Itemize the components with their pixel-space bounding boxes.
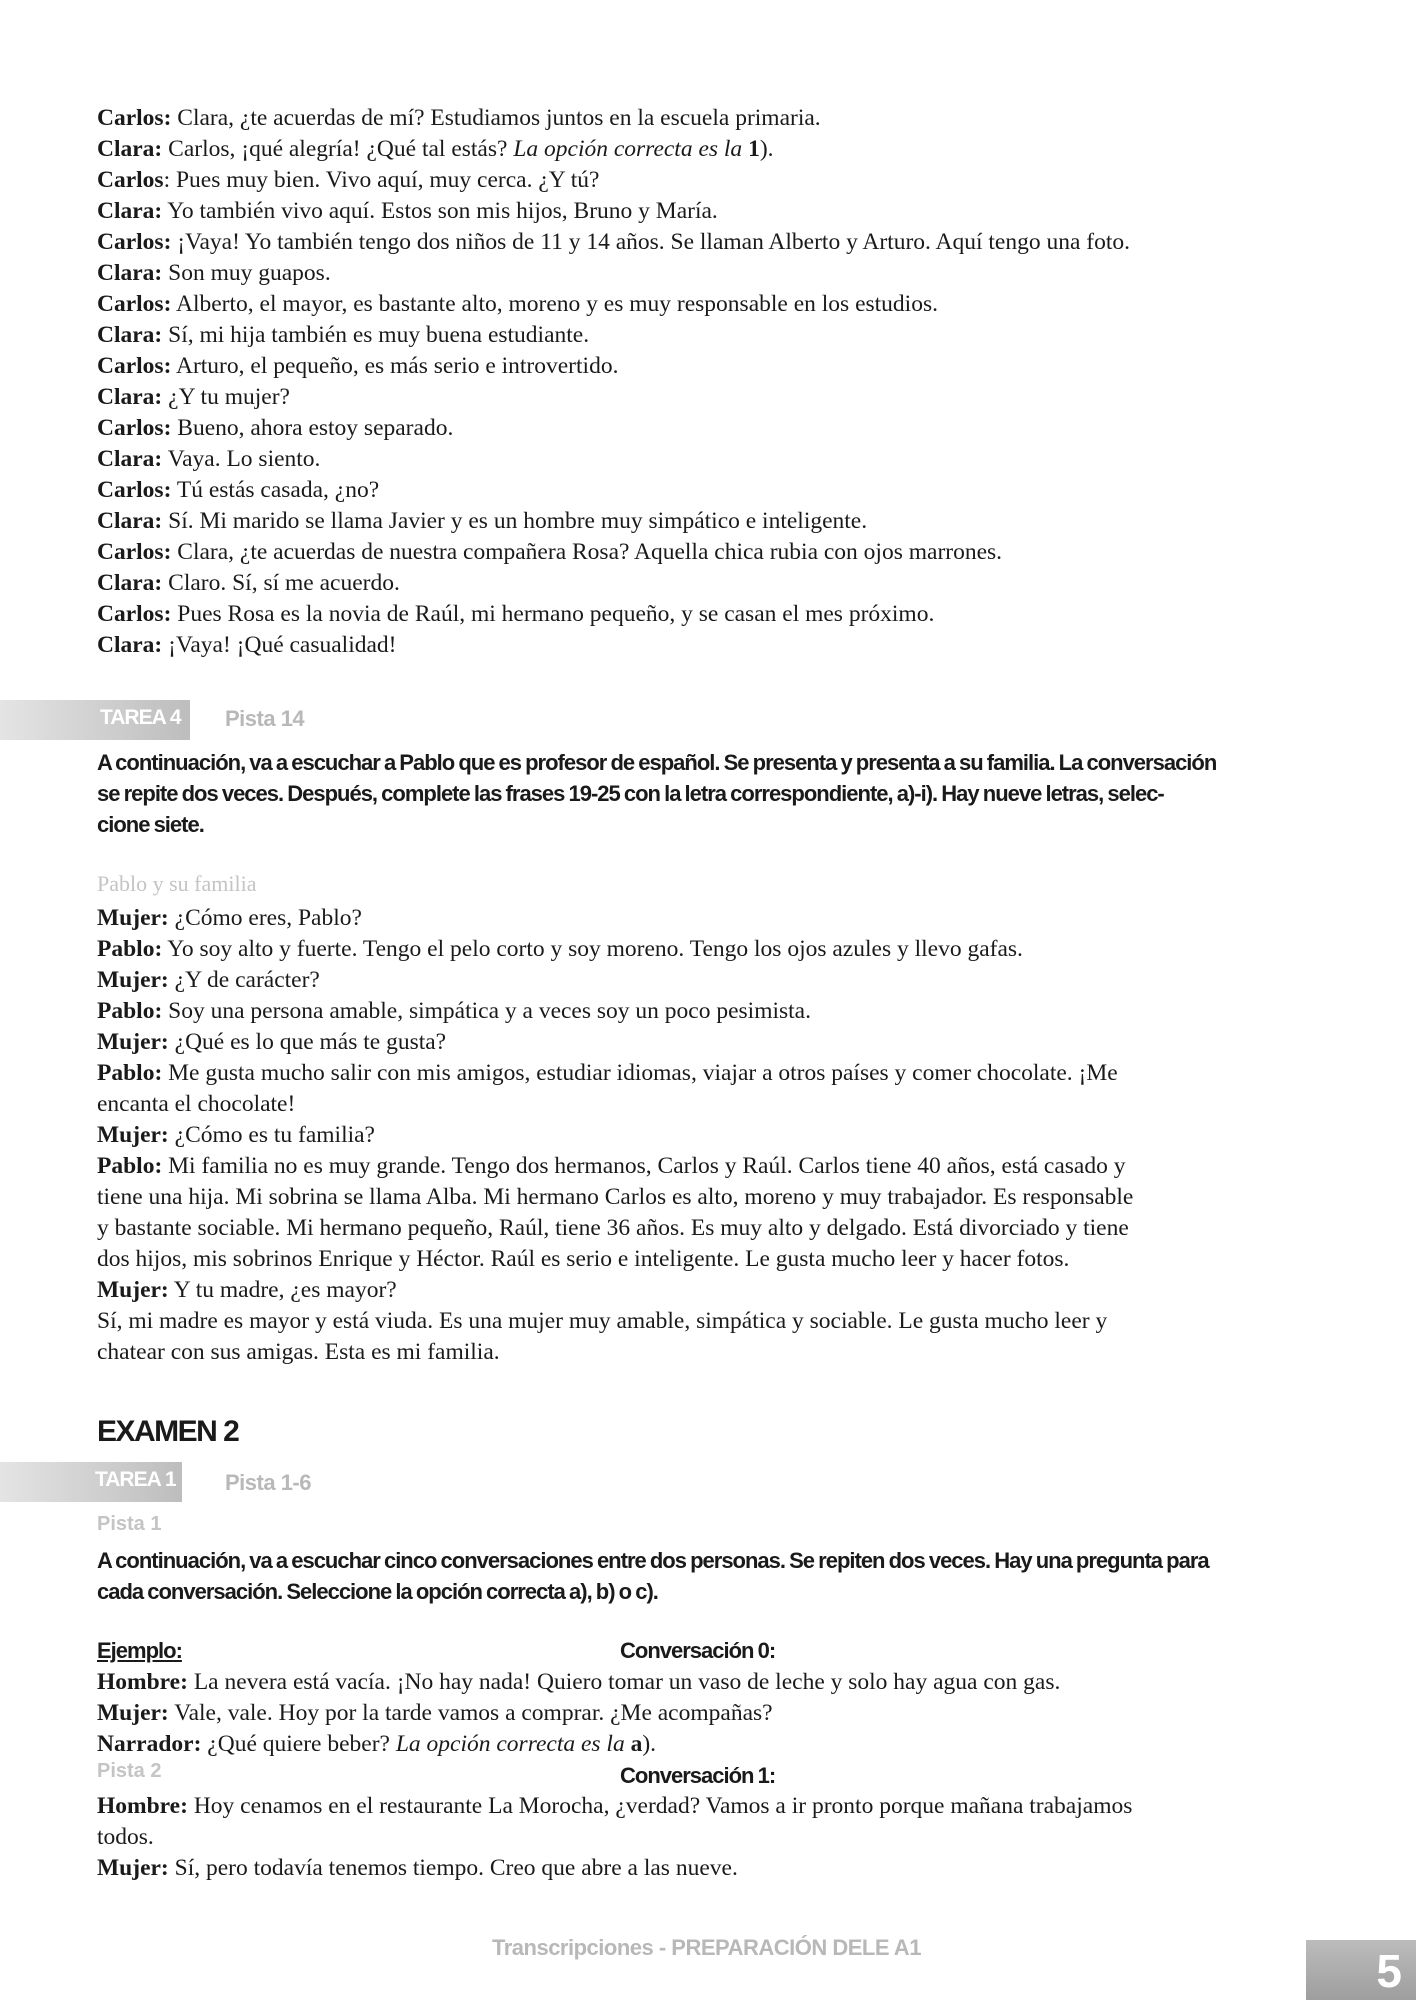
speaker-name: Pablo:	[97, 1060, 163, 1086]
line-text: Claro. Sí, sí me acuerdo.	[162, 570, 400, 596]
instruction-line: A continuación, va a escuchar a Pablo que es profesor de español. Se presenta y presenta a su familia. La conversación	[97, 750, 1217, 775]
speaker-name: Clara:	[97, 136, 163, 162]
line-text: Me gusta mucho salir con mis amigos, estudiar idiomas, viajar a otros países y comer chocolate. ¡Me	[162, 1060, 1118, 1086]
dialogue-line	[97, 599, 1315, 630]
speaker-name: Narrador:	[97, 1731, 202, 1757]
dialogue-line	[97, 965, 1315, 996]
dialogue-line	[97, 1853, 1315, 1884]
tarea4-subtitle	[97, 871, 1315, 897]
speaker-name: Hombre:	[97, 1793, 188, 1819]
pista1-label: Pista 1	[97, 1513, 162, 1535]
line-text: ¿Y tu mujer?	[162, 384, 290, 410]
line-text: Son muy guapos.	[162, 260, 331, 286]
dialogue-line	[97, 537, 1315, 568]
line-text: ¿Y de carácter?	[168, 967, 320, 993]
speaker-name: Mujer:	[97, 1700, 169, 1726]
line-text: todos.	[97, 1824, 154, 1850]
line-text: Clara, ¿te acuerdas de mí? Estudiamos juntos en la escuela primaria.	[171, 105, 821, 131]
speaker-name: Carlos:	[97, 539, 172, 565]
examen2-heading: EXAMEN 2	[97, 1415, 239, 1448]
dialogue-line	[97, 413, 1315, 444]
speaker-name: Mujer:	[97, 1277, 169, 1303]
examen2-tarea-label: TAREA 1	[95, 1468, 176, 1491]
line-text: La nevera está vacía. ¡No hay nada! Quiero tomar un vaso de leche y solo hay agua con gas.	[187, 1669, 1061, 1695]
pista2-header	[97, 1760, 1315, 1791]
dialogue-line	[97, 320, 1315, 351]
line-text: Sí, mi madre es mayor y está viuda. Es una mujer muy amable, simpática y sociable. Le gusta mucho leer y	[97, 1308, 1108, 1334]
line-tail: ).	[759, 136, 774, 162]
dialogue-line	[97, 1337, 1315, 1368]
dialogue-line	[97, 475, 1315, 506]
dialogue-line	[97, 1182, 1315, 1213]
tarea4-pista: Pista 14	[225, 706, 305, 731]
line-text: y bastante sociable. Mi hermano pequeño, Raúl, tiene 36 años. Es muy alto y delgado. Está divorciado y tiene	[97, 1215, 1129, 1241]
instruction-line: cione siete.	[97, 812, 204, 837]
line-text: Mi familia no es muy grande. Tengo dos hermanos, Carlos y Raúl. Carlos tiene 40 años, está casado y	[162, 1153, 1126, 1179]
line-text: ¿Cómo eres, Pablo?	[168, 905, 362, 931]
page-number: 5	[1376, 1945, 1402, 1997]
speaker-name: Clara:	[97, 384, 163, 410]
line-text: ¡Vaya! ¡Qué casualidad!	[162, 632, 397, 658]
dialogue-line	[97, 103, 1315, 134]
line-text: ¿Qué quiere beber?	[201, 1731, 396, 1757]
speaker-name: Mujer:	[97, 905, 169, 931]
speaker-name: Carlos	[97, 167, 164, 193]
dialogue-line	[97, 289, 1315, 320]
examen2-pista-range: Pista 1-6	[225, 1470, 311, 1495]
line-text: Clara, ¿te acuerdas de nuestra compañera Rosa? Aquella chica rubia con ojos marrones.	[171, 539, 1003, 565]
line-text: Yo también vivo aquí. Estos son mis hijos, Bruno y María.	[162, 198, 718, 224]
speaker-name: Clara:	[97, 446, 163, 472]
line-text: dos hijos, mis sobrinos Enrique y Héctor. Raúl es serio e inteligente. Le gusta mucho leer y hacer fotos.	[97, 1246, 1070, 1272]
dialogue-line	[97, 568, 1315, 599]
speaker-name: Carlos:	[97, 229, 172, 255]
dialogue-line	[97, 196, 1315, 227]
line-text: Hoy cenamos en el restaurante La Morocha, ¿verdad? Vamos a ir pronto porque mañana trabajamos	[187, 1793, 1133, 1819]
line-tail: ).	[642, 1731, 657, 1757]
line-text: encanta el chocolate!	[97, 1091, 296, 1117]
answer-letter: a	[624, 1731, 643, 1757]
speaker-name: Mujer:	[97, 1122, 169, 1148]
dialogue-line	[97, 903, 1315, 934]
line-text: Sí. Mi marido se llama Javier y es un hombre muy simpático e inteligente.	[162, 508, 868, 534]
dialogue-line	[97, 630, 1315, 661]
dialogue-line	[97, 1822, 1315, 1853]
line-text: Sí, pero todavía tenemos tiempo. Creo que abre a las nueve.	[168, 1855, 738, 1881]
speaker-name: Pablo:	[97, 1153, 163, 1179]
line-text: Tú estás casada, ¿no?	[171, 477, 380, 503]
page-number-box	[1306, 1940, 1416, 2000]
dialogue-line	[97, 382, 1315, 413]
speaker-name: Clara:	[97, 322, 163, 348]
line-text: : Pues muy bien. Vivo aquí, muy cerca. ¿Y tú?	[163, 167, 600, 193]
pista2-label: Pista 2	[97, 1760, 162, 1782]
instruction-line: cada conversación. Seleccione la opción correcta a), b) o c).	[97, 1579, 658, 1604]
speaker-name: Clara:	[97, 508, 163, 534]
dialogue-line	[97, 1698, 1315, 1729]
dialogue-line	[97, 1120, 1315, 1151]
line-text: Bueno, ahora estoy separado.	[171, 415, 454, 441]
conversation-1	[97, 1791, 1315, 1884]
dialogue-line	[97, 351, 1315, 382]
instruction-line: A continuación, va a escuchar cinco conversaciones entre dos personas. Se repiten dos veces. Hay una pregunta para	[97, 1548, 1209, 1573]
conv1-label: Conversación 1:	[620, 1763, 776, 1788]
dialogue-line	[97, 444, 1315, 475]
line-text: Vale, vale. Hoy por la tarde vamos a comprar. ¿Me acompañas?	[168, 1700, 773, 1726]
conv0-label: Conversación 0:	[620, 1638, 776, 1663]
line-text: chatear con sus amigas. Esta es mi familia.	[97, 1339, 500, 1365]
speaker-name: Pablo:	[97, 936, 163, 962]
line-text: ¿Qué es lo que más te gusta?	[168, 1029, 447, 1055]
ejemplo-header	[97, 1635, 1315, 1666]
speaker-name: Hombre:	[97, 1669, 188, 1695]
speaker-name: Mujer:	[97, 1855, 169, 1881]
dialogue-line	[97, 1213, 1315, 1244]
italic-text: La opción correcta es la	[513, 136, 743, 162]
dialogue-line	[97, 1244, 1315, 1275]
dialogue-line	[97, 1027, 1315, 1058]
speaker-name: Mujer:	[97, 967, 169, 993]
conversation-0	[97, 1667, 1315, 1760]
dialogue-line	[97, 506, 1315, 537]
speaker-name: Clara:	[97, 198, 163, 224]
tarea4-label: TAREA 4	[100, 706, 181, 729]
speaker-name: Carlos:	[97, 601, 172, 627]
dialogue-line	[97, 1791, 1315, 1822]
dialogue-line	[97, 1667, 1315, 1698]
dialogue-line	[97, 1058, 1315, 1089]
line-text: Alberto, el mayor, es bastante alto, moreno y es muy responsable en los estudios.	[171, 291, 938, 317]
line-text: Vaya. Lo siento.	[162, 446, 321, 472]
line-text: Soy una persona amable, simpática y a veces soy un poco pesimista.	[162, 998, 811, 1024]
dialogue-line	[97, 227, 1315, 258]
dialogue-line	[97, 165, 1315, 196]
dialogue-line	[97, 134, 1315, 165]
dialogue-line	[97, 1306, 1315, 1337]
footer-title: Transcripciones - PREPARACIÓN DELE A1	[492, 1935, 921, 1960]
line-text: ¡Vaya! Yo también tengo dos niños de 11 y 14 años. Se llaman Alberto y Arturo. Aquí tengo una foto.	[171, 229, 1131, 255]
line-text: Sí, mi hija también es muy buena estudiante.	[162, 322, 590, 348]
ejemplo-label: Ejemplo:	[97, 1638, 182, 1663]
speaker-name: Clara:	[97, 260, 163, 286]
dialogue-line	[97, 1151, 1315, 1182]
line-text: Arturo, el pequeño, es más serio e introvertido.	[171, 353, 619, 379]
line-text: Pues Rosa es la novia de Raúl, mi hermano pequeño, y se casan el mes próximo.	[171, 601, 935, 627]
speaker-name: Carlos:	[97, 105, 172, 131]
speaker-name: Clara:	[97, 570, 163, 596]
speaker-name: Pablo:	[97, 998, 163, 1024]
dialogue-carlos-clara	[97, 103, 1315, 661]
instruction-line: se repite dos veces. Después, complete las frases 19-25 con la letra correspondiente, a)-i). Hay nueve letras, selec-	[97, 781, 1164, 806]
dialogue-line	[97, 1275, 1315, 1306]
dialogue-pablo	[97, 903, 1315, 1368]
dialogue-line	[97, 1729, 1315, 1760]
examen2-instructions	[97, 1545, 1315, 1607]
speaker-name: Carlos:	[97, 353, 172, 379]
line-text: Yo soy alto y fuerte. Tengo el pelo corto y soy moreno. Tengo los ojos azules y llevo gafas.	[162, 936, 1023, 962]
tarea4-instructions	[97, 747, 1315, 840]
line-text: ¿Cómo es tu familia?	[168, 1122, 375, 1148]
subtitle-text: Pablo y su familia	[97, 871, 257, 896]
speaker-name: Clara:	[97, 632, 163, 658]
italic-text: La opción correcta es la	[395, 1731, 625, 1757]
line-text: Y tu madre, ¿es mayor?	[168, 1277, 397, 1303]
speaker-name: Carlos:	[97, 477, 172, 503]
line-text: Carlos, ¡qué alegría! ¿Qué tal estás?	[162, 136, 514, 162]
speaker-name: Carlos:	[97, 415, 172, 441]
dialogue-line	[97, 934, 1315, 965]
speaker-name: Mujer:	[97, 1029, 169, 1055]
dialogue-line	[97, 1089, 1315, 1120]
line-text: tiene una hija. Mi sobrina se llama Alba. Mi hermano Carlos es alto, moreno y muy trabajador. Es responsable	[97, 1184, 1134, 1210]
examen2-pista1	[97, 1513, 1315, 1536]
dialogue-line	[97, 996, 1315, 1027]
dialogue-line	[97, 258, 1315, 289]
speaker-name: Carlos:	[97, 291, 172, 317]
answer-letter: 1	[742, 136, 760, 162]
